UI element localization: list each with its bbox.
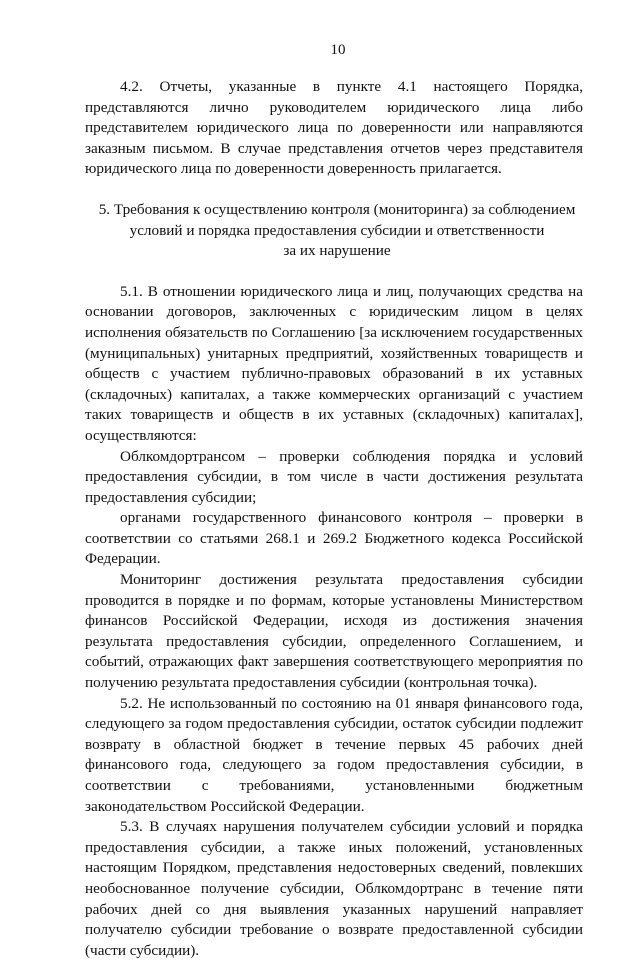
paragraph-5-3: 5.3. В случаях нарушения получателем субсидии условий и порядка предоставления субсидии, а также иных положений, установленных настоящим Порядком, представления недостоверных сведений, повлекших необоснованное получение субсидии, Облкомдортранс в течение пяти рабочих дней со дня выявления указанных нарушений направляет получателю субсидии требование о возврате предоставленной субсидии (части субсидии). — [85, 818, 583, 959]
section-heading-line: за их нарушение — [283, 242, 391, 260]
section-heading-line: 5. Требования к осуществлению контроля (мониторинга) за соблюдением — [98, 200, 576, 218]
section-heading-line: условий и порядка предоставления субсидии и ответственности — [129, 221, 545, 239]
paragraph-oblkomdortrans-checks: Облкомдортрансом – проверки соблюдения порядка и условий предоставления субсидии, в том числе в части достижения результата предоставления субсидии; — [85, 447, 583, 506]
paragraph-5-1: 5.1. В отношении юридического лица и лиц, получающих средства на основании договоров, заключенных с юридическим лицом в целях исполнения обязательств по Соглашению [за исключением государственных (муниципальных) унитарных предприятий, хозяйственных товариществ и обществ с участием публично-правовых образований в их уставных (складочных) капиталах, а также коммерческих организаций с участием таких товариществ и обществ в их уставных (складочных) капиталах], осуществляются: — [85, 282, 583, 444]
page-number: 10 — [330, 42, 346, 58]
paragraph-monitoring: Мониторинг достижения результата предоставления субсидии проводится в порядке и по формам, которые установлены Министерством финансов Российской Федерации, исходя из достижения значения результата предоставления субсидии, определенного Соглашением, и событий, отражающих факт завершения соответствующего мероприятия по получению результата предоставления субсидии (контрольная точка). — [85, 571, 583, 692]
section-5-heading — [85, 200, 583, 262]
paragraph-4-2: 4.2. Отчеты, указанные в пункте 4.1 настоящего Порядка, представляются лично руководителем юридического лица либо представителем юридического лица по доверенности или направляются заказным письмом. В случае представления отчетов через представителя юридического лица по доверенности доверенность прилагается. — [85, 78, 583, 178]
paragraph-5-2: 5.2. Не использованный по состоянию на 01 января финансового года, следующего за годом предоставления субсидии, остаток субсидии подлежит возврату в областной бюджет в течение первых 45 рабочих дней финансового года, следующего за годом предоставления субсидии, в соответствии с требованиями, установленными бюджетным законодательством Российской Федерации. — [85, 694, 583, 815]
paragraph-state-financial-control: органами государственного финансового контроля – проверки в соответствии со статьями 268.1 и 269.2 Бюджетного кодекса Российской Федерации. — [85, 509, 583, 568]
